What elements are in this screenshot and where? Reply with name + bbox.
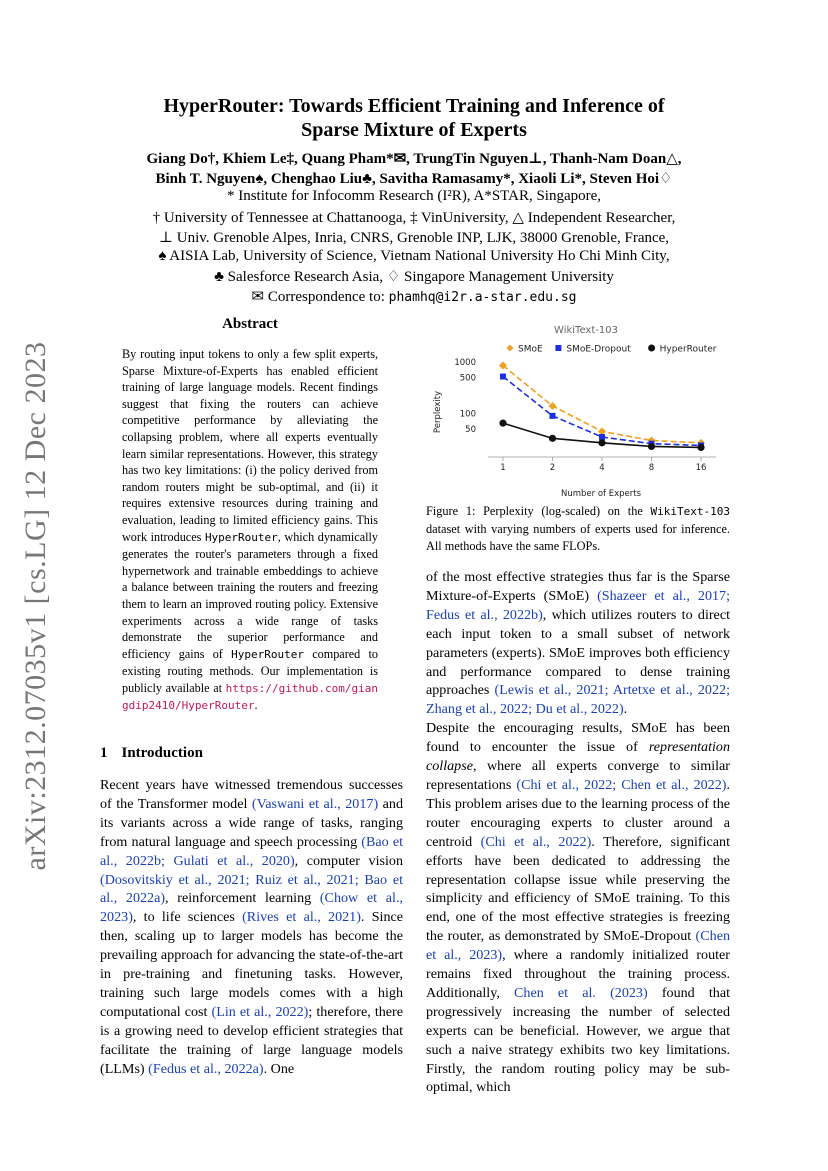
citation-link[interactable]: (Shazeer et al., 2017; Fedus et al., 2022b) bbox=[426, 587, 731, 623]
citation-link[interactable]: (Lin et al., 2022) bbox=[211, 1003, 309, 1020]
citation-link[interactable]: Chen et al. (2023) bbox=[514, 984, 648, 1001]
data-point bbox=[697, 444, 704, 451]
citation-link[interactable]: (Chi et al., 2022; Chen et al., 2022) bbox=[516, 776, 727, 793]
x-tick-label: 16 bbox=[695, 463, 707, 473]
body-text: of the most effective strategies thus far is the Sparse Mixture-of-Experts (SMoE) bbox=[426, 569, 730, 604]
affiliation-line: † University of Tennessee at Chattanooga, ‡ VinUniversity, △ Independent Researcher, bbox=[152, 210, 676, 226]
citation-link[interactable]: (Bao et al., 2022b; Gulati et al., 2020) bbox=[100, 833, 403, 869]
data-point bbox=[599, 434, 605, 440]
figure-caption bbox=[426, 503, 730, 554]
figure-1 bbox=[426, 316, 730, 502]
correspondence-label: ✉ Correspondence to: bbox=[251, 289, 389, 305]
paragraph bbox=[426, 568, 730, 719]
data-point bbox=[499, 420, 506, 427]
body-text: Despite the encouraging results, SMoE has been found to encounter the issue of bbox=[426, 720, 730, 756]
citation-link[interactable]: (Lewis et al., 2021; Artetxe et al., 2022; Zhang et al., 2022; Du et al., 2022) bbox=[426, 682, 730, 718]
y-tick-label: 50 bbox=[465, 425, 476, 436]
abstract-text: compared to existing routing methods. Our implementation is publicly available at bbox=[122, 646, 379, 695]
affiliation-line: * Institute for Infocomm Research (I²R), A*STAR, Singapore, bbox=[226, 188, 602, 204]
body-text: . Since then, scaling up to larger models has become the prevailing approach for advancing the state-of-the-art in pre-training and finetuning tasks. However, training such large models comes with a high computational cost bbox=[100, 909, 404, 1020]
citation-link[interactable]: (Rives et al., 2021) bbox=[242, 909, 361, 926]
data-point bbox=[500, 374, 506, 380]
legend-marker bbox=[507, 345, 514, 352]
x-axis-label: Number of Experts bbox=[560, 489, 642, 499]
correspondence-line bbox=[90, 287, 738, 306]
body-text: and its variants across a wide range of tasks, ranging from natural language and speech processing bbox=[100, 795, 403, 850]
legend-marker bbox=[555, 345, 561, 351]
body-text: , which utilizes routers to direct each input token to a small subset of network parameters (experts). SMoE improves both efficiency and performance compared to dense training approaches bbox=[426, 606, 730, 699]
y-tick-label: 1000 bbox=[454, 357, 476, 368]
citation-link[interactable]: (Vaswani et al., 2017) bbox=[251, 795, 379, 812]
caption-text: dataset with varying numbers of experts used for inference. All methods have the same FLOPs. bbox=[426, 521, 730, 553]
correspondence-email[interactable]: phamhq@i2r.a-star.edu.sg bbox=[388, 290, 577, 305]
data-point bbox=[598, 439, 605, 446]
title-line: HyperRouter: Towards Efficient Training and Inference of bbox=[163, 95, 665, 117]
caption-text: Figure 1: Perplexity (log-scaled) on the bbox=[426, 504, 651, 518]
emphasis-text: representation collapse bbox=[426, 739, 730, 775]
body-text: . bbox=[623, 701, 628, 718]
data-point bbox=[550, 413, 556, 419]
y-tick-label: 500 bbox=[459, 373, 476, 384]
body-text: , computer vision bbox=[294, 852, 403, 869]
data-point bbox=[648, 443, 655, 450]
abstract-code: HyperRouter bbox=[204, 530, 278, 544]
intro-left-column bbox=[100, 776, 403, 1079]
abstract-body bbox=[122, 346, 378, 715]
paragraph bbox=[426, 719, 730, 1097]
body-text: . This problem arises due to the learning process of the router encouraging experts to cluster around a centroid bbox=[426, 776, 730, 850]
affiliation-line: ⊥ Univ. Grenoble Alpes, Inria, CNRS, Grenoble INP, LJK, 38000 Grenoble, France, bbox=[158, 230, 670, 246]
x-tick-label: 8 bbox=[648, 463, 655, 473]
body-text: , where a randomly initialized router remains fixed throughout the training process. Additionally, bbox=[426, 947, 730, 1001]
y-tick-label: 100 bbox=[459, 409, 476, 420]
abstract-text: , which dynamically generates the router's parameters through a fixed hypernetwork and trainable embeddings to achieve a balance between training the routers and freezing them to learn an improved routing policy. Extensive experiments across a wide range of tasks demonstrate the superior performance and efficiency gains of bbox=[122, 529, 378, 661]
citation-link[interactable]: (Chi et al., 2022) bbox=[480, 833, 592, 850]
citation-link[interactable]: (Dosovitskiy et al., 2021; Ruiz et al., 2021; Bao et al., 2022a) bbox=[100, 871, 403, 907]
intro-right-column bbox=[426, 568, 730, 1097]
legend-marker bbox=[648, 345, 655, 352]
x-tick-label: 4 bbox=[599, 463, 605, 473]
abstract-heading: Abstract bbox=[222, 316, 278, 332]
repository-link[interactable]: https://github.com/giangdip2410/HyperRouter bbox=[122, 681, 378, 713]
paper-title bbox=[140, 94, 688, 142]
chart-title: WikiText-103 bbox=[554, 325, 618, 336]
y-axis-label: Perplexity bbox=[433, 390, 443, 434]
body-text: . One bbox=[263, 1060, 295, 1077]
section-title: Introduction bbox=[121, 745, 203, 761]
x-tick-label: 1 bbox=[500, 463, 506, 473]
citation-link[interactable]: (Chow et al., 2023) bbox=[100, 890, 403, 926]
body-text: found that progressively increasing the number of selected experts can be beneficial. However, we argue that such a naive strategy exhibits two key limitations. Firstly, the random routing policy may be sub-optimal, which bbox=[426, 984, 730, 1096]
affiliation-line: ♣ Salesforce Research Asia, ♢ Singapore Management University bbox=[214, 269, 614, 285]
x-tick-label: 2 bbox=[549, 463, 556, 473]
legend-label: HyperRouter bbox=[659, 344, 717, 355]
citation-link[interactable]: (Fedus et al., 2022a) bbox=[148, 1060, 264, 1077]
affiliation-line: ♠ AISIA Lab, University of Science, Vietnam National University Ho Chi Minh City, bbox=[158, 248, 670, 264]
section-number: 1 bbox=[100, 745, 108, 761]
abstract-text: By routing input tokens to only a few split experts, Sparse Mixture-of-Experts has enabled efficient training of large language models. Recent findings suggest that fixing the routers can achieve competitive performance by alleviating the collapsing problem, where all experts eventually learn similar representations. However, this strategy has two key limitations: (i) the policy derived from random routers might be sub-optimal, and (ii) it requires extensive resources during training and evaluation, leading to limited efficiency gains. This work introduces bbox=[122, 347, 378, 544]
data-point bbox=[549, 435, 556, 442]
perplexity-chart bbox=[426, 316, 730, 502]
abstract-text: . bbox=[254, 698, 258, 713]
body-text: Recent years have witnessed tremendous successes of the Transformer model bbox=[100, 777, 403, 812]
body-text: ; therefore, there is a growing need to develop efficient strategies that facilitate the training of large language models (LLMs) bbox=[100, 1003, 403, 1077]
section-heading bbox=[100, 745, 203, 762]
arxiv-identifier: arXiv:2312.07035v1 [cs.LG] 12 Dec 2023 bbox=[19, 341, 52, 871]
arxiv-stamp bbox=[0, 0, 70, 1171]
body-text: . Therefore, significant efforts have been dedicated to addressing the representation collapse issue while preserving the simplicity and efficiency of SMoE training. To this end, one of the most effective strategies is freezing the router, as demonstrated by SMoE-Dropout bbox=[426, 833, 730, 945]
citation-link[interactable]: (Chen et al., 2023) bbox=[426, 928, 730, 964]
abstract-code: HyperRouter bbox=[231, 647, 304, 661]
title-line: Sparse Mixture of Experts bbox=[301, 119, 527, 141]
author-line: Giang Do†, Khiem Le‡, Quang Pham*✉, TrungTin Nguyen⊥, Thanh-Nam Doan△, bbox=[146, 151, 682, 167]
body-text: , reinforcement learning bbox=[165, 890, 320, 907]
author-line: Binh T. Nguyen♠, Chenghao Liu♣, Savitha Ramasamy*, Xiaoli Li*, Steven Hoi♢ bbox=[155, 171, 673, 187]
caption-code: WikiText-103 bbox=[650, 505, 730, 518]
legend-label: SMoE bbox=[518, 344, 543, 355]
legend-label: SMoE-Dropout bbox=[566, 344, 631, 355]
body-text: , to life sciences bbox=[132, 909, 243, 926]
body-text: , where all experts converge to similar representations bbox=[426, 758, 730, 793]
